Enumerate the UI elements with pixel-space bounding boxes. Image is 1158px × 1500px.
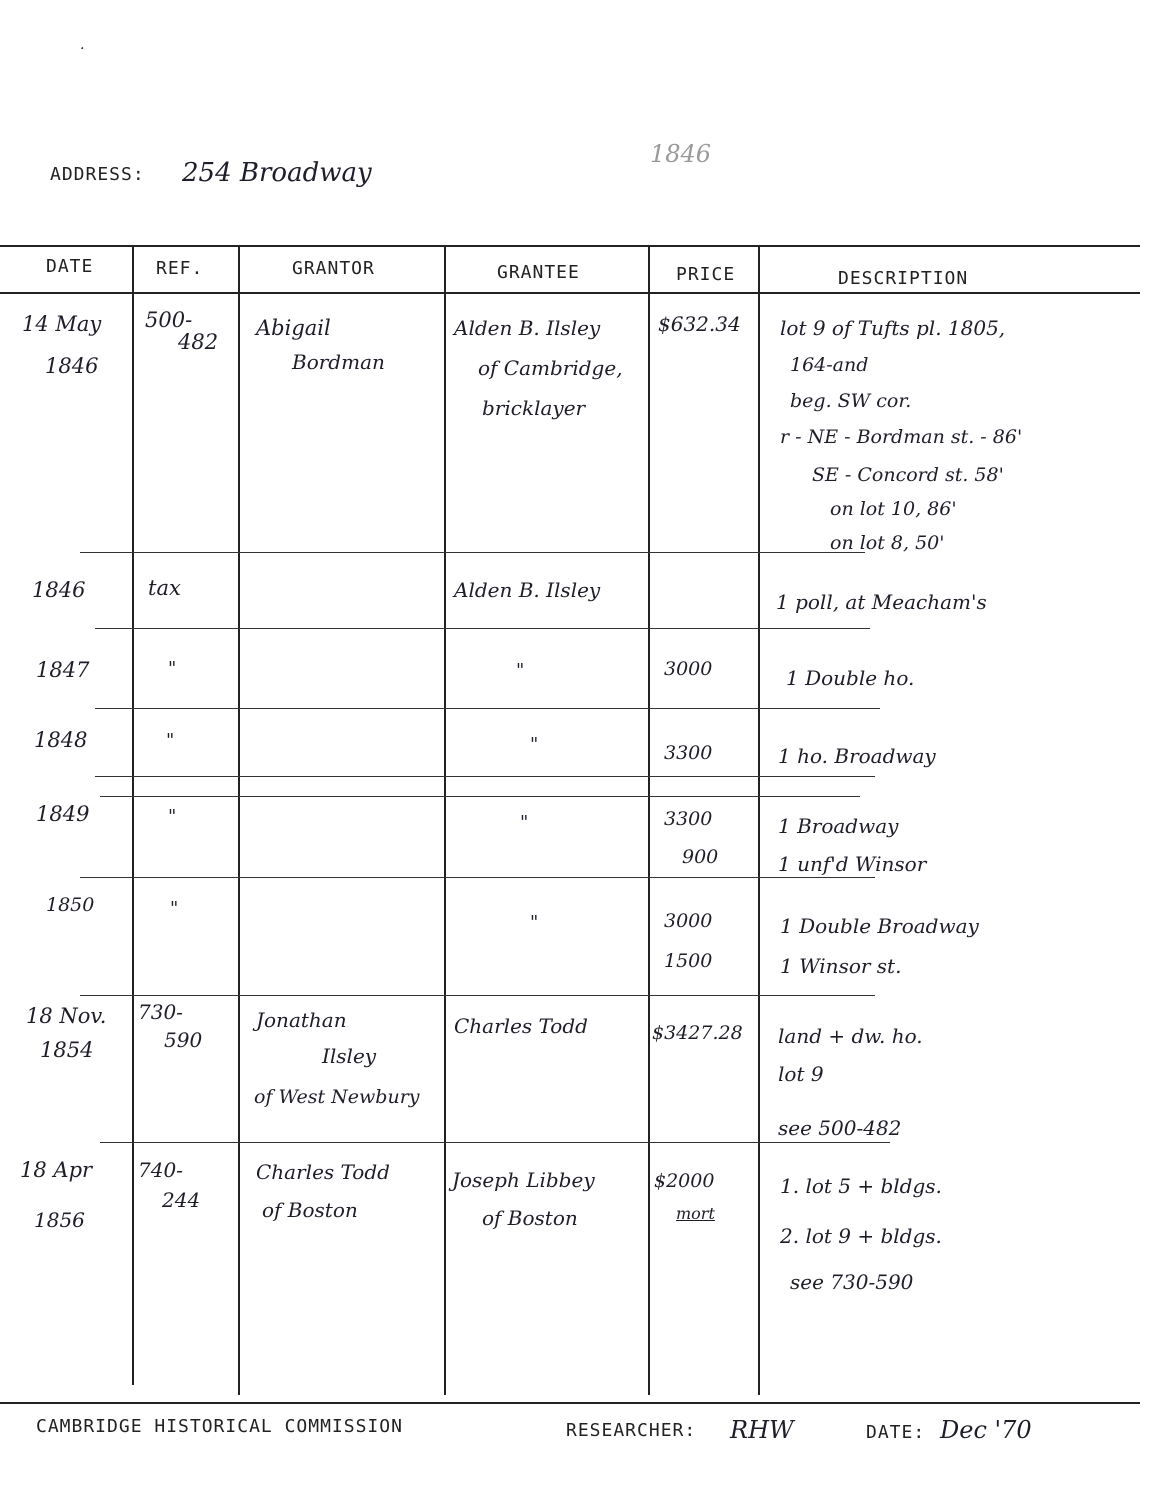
row-rule	[80, 552, 865, 553]
cell-description: 1 Winsor st.	[780, 954, 902, 978]
cell-grantee: of Boston	[482, 1206, 578, 1230]
row-rule	[95, 708, 880, 709]
column-header-price: PRICE	[676, 264, 736, 285]
cell-grantee: of Cambridge,	[478, 356, 623, 380]
table-bottom-rule	[0, 1402, 1140, 1404]
cell-grantor: of Boston	[262, 1198, 358, 1222]
cell-date: 1846	[32, 578, 86, 602]
cell-grantee: Joseph Libbey	[452, 1168, 595, 1192]
commission-name: CAMBRIDGE HISTORICAL COMMISSION	[36, 1416, 403, 1437]
cell-description: r - NE - Bordman st. - 86'	[780, 426, 1023, 448]
cell-date: 18 Apr	[20, 1158, 93, 1182]
column-divider-2	[238, 245, 240, 1395]
cell-ref: "	[166, 730, 175, 751]
cell-description: 1 Double Broadway	[780, 914, 979, 938]
cell-description: 164-and	[790, 354, 869, 376]
cell-ref: 500-	[145, 308, 193, 332]
address-value: 254 Broadway	[182, 158, 372, 188]
row-rule	[80, 995, 875, 996]
cell-description: lot 9	[778, 1062, 824, 1086]
cell-price: $2000	[654, 1170, 715, 1192]
cell-description: 1 poll, at Meacham's	[776, 590, 987, 614]
cell-price: 1500	[664, 950, 713, 972]
column-divider-3	[444, 245, 446, 1395]
column-header-grantor: GRANTOR	[292, 258, 375, 279]
cell-description: see 500-482	[778, 1116, 902, 1140]
cell-grantee: "	[530, 912, 539, 933]
cell-date: 18 Nov.	[26, 1004, 107, 1028]
cell-price: $632.34	[658, 312, 741, 336]
cell-date: 1854	[40, 1038, 94, 1062]
cell-grantor: of West Newbury	[254, 1086, 420, 1108]
column-divider-4	[648, 245, 650, 1395]
cell-price: 3300	[664, 808, 713, 830]
cell-ref: "	[168, 658, 177, 679]
cell-description: SE - Concord st. 58'	[812, 464, 1004, 486]
cell-ref: 730-	[138, 1000, 183, 1024]
cell-price: mort	[676, 1204, 715, 1223]
cell-grantee: Alden B. Ilsley	[454, 316, 601, 340]
cell-description: see 730-590	[790, 1270, 914, 1294]
cell-grantee: bricklayer	[482, 396, 586, 420]
date-value: Dec '70	[940, 1416, 1032, 1444]
row-rule	[100, 1142, 890, 1143]
cell-description: lot 9 of Tufts pl. 1805,	[780, 316, 1006, 340]
cell-date: 1847	[36, 658, 90, 682]
cell-date: 1848	[34, 728, 88, 752]
cell-grantee: "	[530, 734, 539, 755]
row-rule	[100, 796, 860, 797]
cell-price: 900	[682, 846, 719, 868]
table-top-rule	[0, 245, 1140, 247]
cell-ref: 244	[162, 1188, 201, 1212]
cell-price: 3300	[664, 742, 713, 764]
cell-description: land + dw. ho.	[778, 1024, 923, 1048]
cell-grantee: "	[516, 660, 525, 681]
cell-grantee: "	[520, 812, 529, 833]
cell-grantor: Ilsley	[322, 1044, 377, 1068]
address-label: ADDRESS:	[50, 164, 145, 185]
cell-grantee: Alden B. Ilsley	[454, 578, 601, 602]
cell-date: 1850	[46, 894, 95, 916]
cell-grantor: Abigail	[256, 316, 331, 340]
cell-description: 1 Broadway	[778, 814, 899, 838]
cell-description: beg. SW cor.	[790, 390, 912, 412]
cell-ref: "	[170, 898, 179, 919]
column-divider-5	[758, 245, 760, 1395]
header-bottom-rule	[0, 292, 1140, 294]
cell-date: 1846	[45, 354, 99, 378]
cell-description: 1. lot 5 + bldgs.	[780, 1174, 942, 1198]
column-divider-1	[132, 245, 134, 1385]
ink-dot: .	[80, 37, 85, 53]
cell-grantor: Bordman	[292, 350, 385, 374]
cell-grantor: Jonathan	[256, 1008, 347, 1032]
cell-grantor: Charles Todd	[256, 1160, 390, 1184]
column-header-ref: REF.	[156, 258, 204, 279]
row-rule	[95, 776, 875, 777]
row-rule	[80, 877, 875, 878]
cell-date: 1856	[34, 1208, 85, 1232]
cell-price: 3000	[664, 658, 713, 680]
cell-ref: 740-	[138, 1158, 183, 1182]
cell-date: 14 May	[22, 312, 102, 336]
cell-grantee: Charles Todd	[454, 1014, 588, 1038]
cell-date: 1849	[36, 802, 90, 826]
cell-ref: tax	[148, 576, 181, 600]
cell-ref: 590	[164, 1028, 203, 1052]
row-rule	[95, 628, 870, 629]
cell-description: on lot 10, 86'	[830, 498, 957, 520]
cell-description: 1 Double ho.	[786, 666, 915, 690]
cell-description: 1 unf'd Winsor	[778, 852, 927, 876]
column-header-description: DESCRIPTION	[838, 268, 969, 289]
cell-ref: 482	[178, 330, 219, 354]
column-header-date: DATE	[46, 256, 94, 277]
researcher-label: RESEARCHER:	[566, 1420, 697, 1441]
cell-ref: "	[168, 806, 177, 827]
year-note: 1846	[650, 140, 712, 168]
cell-description: on lot 8, 50'	[830, 532, 945, 554]
cell-price: 3000	[664, 910, 713, 932]
cell-description: 1 ho. Broadway	[778, 744, 936, 768]
date-label: DATE:	[866, 1422, 926, 1443]
researcher-value: RHW	[730, 1416, 794, 1444]
cell-price: $3427.28	[652, 1022, 743, 1044]
cell-description: 2. lot 9 + bldgs.	[780, 1224, 942, 1248]
column-header-grantee: GRANTEE	[497, 262, 580, 283]
